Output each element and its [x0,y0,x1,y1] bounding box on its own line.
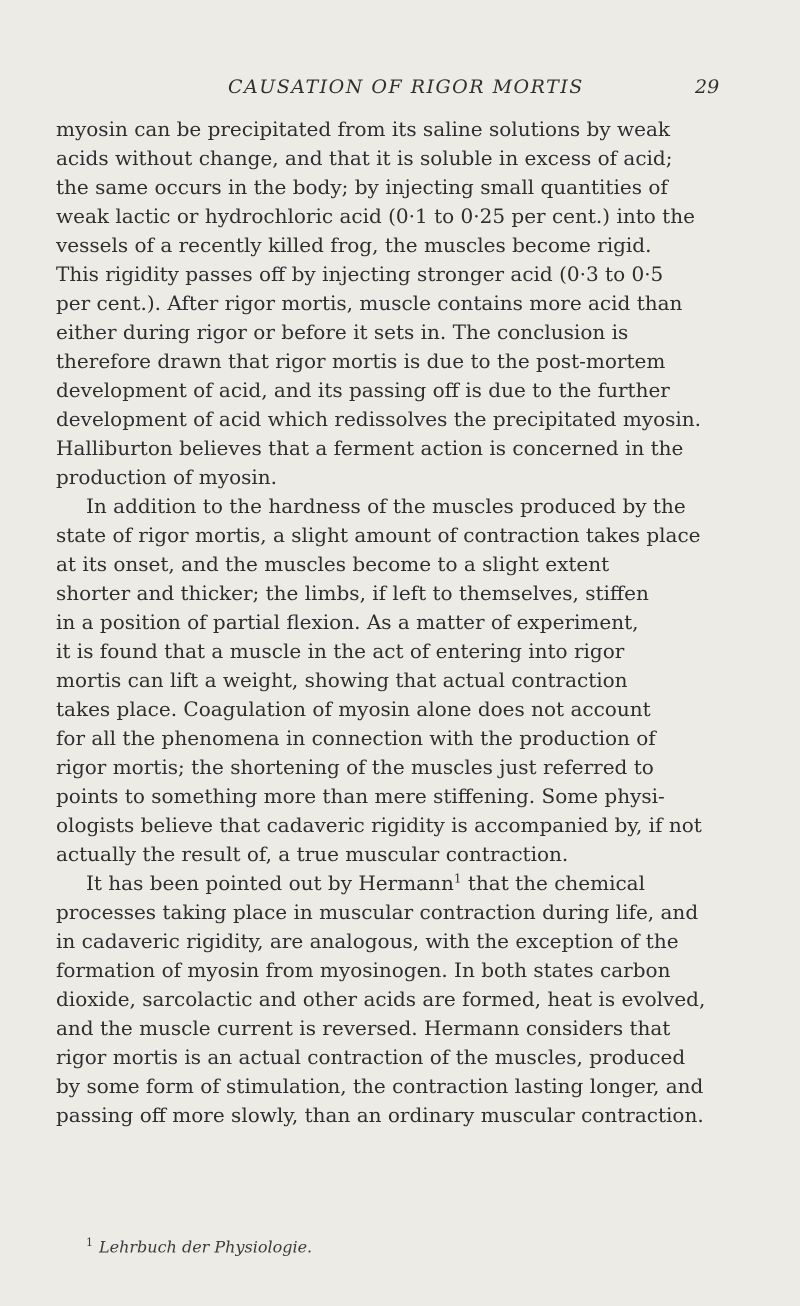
text-line: state of rigor mortis, a slight amount of contraction takes place [56,523,701,547]
text-line: it is found that a muscle in the act of entering into rigor [56,639,625,663]
running-title: CAUSATION OF RIGOR MORTIS [228,76,584,98]
text-line: for all the phenomena in connection with the production of [56,726,656,750]
text-line: passing off more slowly, than an ordinary muscular contraction. [56,1103,704,1127]
text-line: mortis can lift a weight, showing that actual contraction [56,668,628,692]
footnote-reference: 1 [453,871,462,886]
text-line: weak lactic or hydrochloric acid (0·1 to 0·25 per cent.) into the [56,204,695,228]
text-line: per cent.). After rigor mortis, muscle contains more acid than [56,291,683,315]
text-line: This rigidity passes off by injecting stronger acid (0·3 to 0·5 [56,262,664,286]
text-line: the same occurs in the body; by injecting small quantities of [56,175,668,199]
text-line: formation of myosin from myosinogen. In both states carbon [56,958,671,982]
text-line: actually the result of, a true muscular contraction. [56,842,569,866]
paragraph-start-line [86,869,645,898]
text-line: by some form of stimulation, the contraction lasting longer, and [56,1074,704,1098]
text-line: Halliburton believes that a ferment action is concerned in the [56,436,684,460]
text-line: rigor mortis is an actual contraction of the muscles, produced [56,1045,686,1069]
paragraph-start-line: In addition to the hardness of the muscles produced by the [86,494,686,518]
text-line: rigor mortis; the shortening of the muscles just referred to [56,755,654,779]
text-line: production of myosin. [56,465,278,489]
text-line: and the muscle current is reversed. Hermann considers that [56,1016,671,1040]
running-head [0,76,800,106]
text-fragment: that the chemical [461,871,646,895]
text-line: dioxide, sarcolactic and other acids are formed, heat is evolved, [56,987,706,1011]
text-line: processes taking place in muscular contraction during life, and [56,900,699,924]
footnote [86,1233,312,1257]
text-line: development of acid, and its passing off is due to the further [56,378,670,402]
text-line: either during rigor or before it sets in. The conclusion is [56,320,629,344]
text-fragment: It has been pointed out by Hermann [86,871,454,895]
text-line: at its onset, and the muscles become to a slight extent [56,552,610,576]
text-line: points to something more than mere stiffening. Some physi- [56,784,665,808]
text-line: in cadaveric rigidity, are analogous, with the exception of the [56,929,679,953]
footnote-text: Lehrbuch der Physiologie. [99,1237,313,1257]
footnote-mark: 1 [86,1236,93,1249]
text-line: acids without change, and that it is soluble in excess of acid; [56,146,673,170]
text-line: myosin can be precipitated from its saline solutions by weak [56,117,671,141]
text-line: vessels of a recently killed frog, the muscles become rigid. [56,233,652,257]
page-number: 29 [695,76,720,98]
text-line: ologists believe that cadaveric rigidity is accompanied by, if not [56,813,702,837]
text-line: development of acid which redissolves the precipitated myosin. [56,407,702,431]
text-line: shorter and thicker; the limbs, if left to themselves, stiffen [56,581,649,605]
text-line: therefore drawn that rigor mortis is due to the post-mortem [56,349,666,373]
text-line: in a position of partial flexion. As a matter of experiment, [56,610,639,634]
text-line: takes place. Coagulation of myosin alone does not account [56,697,651,721]
